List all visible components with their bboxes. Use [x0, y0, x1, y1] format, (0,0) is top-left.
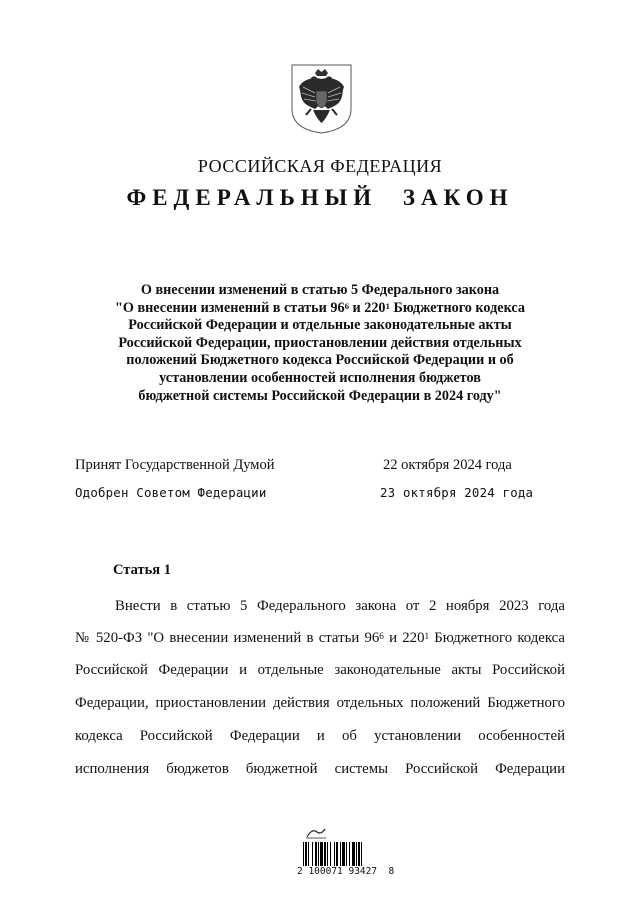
barcode-number: 2 100071 93427 8 [297, 866, 395, 877]
superscript: 6 [344, 300, 349, 311]
article-line: Федерации, приостановлении действия отдельных положений Бюджетного [75, 695, 565, 711]
article-line: кодекса Российской Федерации и об установлении особенностей [75, 728, 565, 744]
article-line [75, 628, 565, 648]
law-title-line [95, 300, 545, 318]
law-title-fragment: и 220 [348, 299, 386, 316]
coat-of-arms-icon [289, 63, 354, 135]
superscript: 6 [379, 630, 384, 641]
law-title-line: бюджетной системы Российской Федерации в 2024 году" [138, 387, 502, 404]
article-line: Российской Федерации и отдельные законодательные акты Российской [75, 662, 565, 678]
article-fragment: Бюджетного кодекса [429, 630, 565, 646]
country-name: РОССИЙСКАЯ ФЕДЕРАЦИЯ [197, 156, 443, 176]
article-line: Внести в статью 5 Федерального закона от 2 ноября 2023 года [115, 598, 565, 614]
barcode-icon [303, 842, 383, 866]
law-type-heading: ФЕДЕРАЛЬНЫЙ ЗАКОН [126, 185, 514, 210]
law-title [95, 282, 545, 405]
council-label: Одобрен Советом Федерации [75, 485, 267, 500]
law-title-line: установлении особенностей исполнения бюджетов [159, 369, 481, 386]
law-title-line: Российской Федерации и отдельные законодательные акты [128, 317, 512, 334]
article-heading: Статья 1 [113, 562, 171, 578]
superscript: 1 [385, 300, 390, 311]
article-line: исполнения бюджетов бюджетной системы Российской Федерации [75, 761, 565, 777]
duma-label: Принят Государственной Думой [75, 457, 275, 473]
duma-date: 22 октября 2024 года [383, 457, 512, 473]
printer-mark-icon [304, 826, 328, 840]
law-title-line: Российской Федерации, приостановлении действия отдельных [118, 334, 522, 351]
article-fragment: № 520-ФЗ "О внесении изменений в статьи 96 [75, 630, 380, 646]
council-date: 23 октября 2024 года [380, 485, 534, 500]
law-title-fragment: "О внесении изменений в статьи 96 [115, 299, 345, 316]
article-fragment: и 220 [383, 630, 425, 646]
law-title-line: О внесении изменений в статью 5 Федерального закона [140, 282, 500, 298]
law-title-line: положений Бюджетного кодекса Российской Федерации и об [126, 352, 514, 369]
law-title-fragment: Бюджетного кодекса [389, 299, 525, 316]
superscript: 1 [424, 630, 430, 641]
